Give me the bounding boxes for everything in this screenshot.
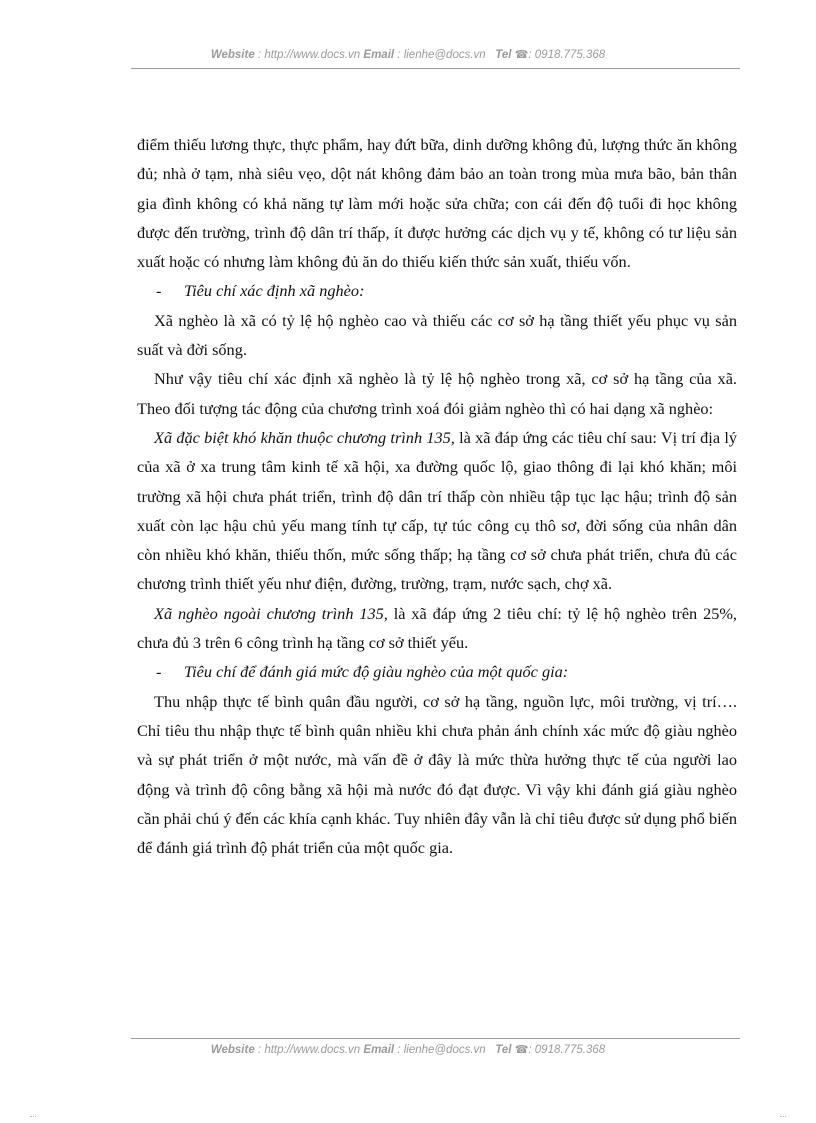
footer-divider bbox=[131, 1038, 740, 1039]
page-header bbox=[0, 48, 816, 61]
website-label: Website bbox=[210, 1044, 255, 1056]
tel-value: : 0918.775.368 bbox=[528, 1044, 606, 1056]
bullet-dash: - bbox=[156, 281, 162, 301]
page-footer bbox=[0, 1043, 816, 1056]
paragraph: điểm thiếu lương thực, thực phẩm, hay đứt bữa, dinh dưỡng không đủ, lượng thức ăn không đủ; nhà ở tạm, nhà siêu vẹo, dột nát không đảm bảo an toàn trong mùa mưa bão, bản thân gia đình không có khả năng tự làm mới hoặc sửa chữa; con cái đến độ tuổi đi học không được đến trường, trình độ dân trí thấp, ít được hưởng các dịch vụ y tế, không có tư liệu sản xuất hoặc có nhưng làm không đủ ăn do thiếu kiến thức sản xuất, thiếu vốn. bbox=[137, 135, 737, 272]
website-separator: : bbox=[254, 1044, 265, 1056]
tel-label: Tel bbox=[495, 49, 512, 61]
paragraph: Như vậy tiêu chí xác định xã nghèo là tỷ lệ hộ nghèo trong xã, cơ sở hạ tầng của xã. Theo đối tượng tác động của chương trình xoá đói giảm nghèo thì có hai dạng xã nghèo: bbox=[137, 369, 737, 418]
page-corner-mark bbox=[30, 1116, 36, 1117]
page-corner-mark bbox=[780, 1116, 786, 1117]
bullet-heading: Tiêu chí xác định xã nghèo: bbox=[184, 281, 365, 301]
website-separator: : bbox=[254, 49, 265, 61]
tel-value: : 0918.775.368 bbox=[528, 49, 606, 61]
bullet-item bbox=[137, 657, 737, 686]
paragraph-text: là xã đáp ứng các tiêu chí sau: Vị trí địa lý của xã ở xa trung tâm kinh tế xã hội, xa đường quốc lộ, giao thông đi lại khó khăn; môi trường xã hội chưa phát triển, trình độ dân trí thấp còn nhiều tập tục lạc hậu; trình độ sản xuất còn lạc hậu chủ yếu mang tính tự cấp, tự túc công cụ thô sơ, đời sống của nhân dân còn nhiều khó khăn, thiếu thốn, mức sống thấp; hạ tầng cơ sở chưa phát triển, chưa đủ các chương trình thiết yếu như điện, đường, trường, trạm, nước sạch, chợ xã. bbox=[137, 427, 737, 594]
paragraph: Xã nghèo là xã có tỷ lệ hộ nghèo cao và thiếu các cơ sở hạ tầng thiết yếu phục vụ sản suất và đời sống. bbox=[137, 310, 737, 360]
paragraph: Thu nhập thực tế bình quân đầu người, cơ sở hạ tầng, nguồn lực, môi trường, vị trí…. Chỉ tiêu thu nhập thực tế bình quân nhiều khi chưa phản ánh chính xác mức độ giàu nghèo và sự phát triển ở một nước, mà vấn đề ở đây là mức thừa hưởng thực tế của người lao động và trình độ công bằng xã hội mà nước đó đạt được. Vì vậy khi đánh giá giàu nghèo cần phải chú ý đến các khía cạnh khác. Tuy nhiên đây vẫn là chỉ tiêu được sử dụng phổ biến để đánh giá trình độ phát triển của một quốc gia. bbox=[137, 691, 738, 858]
italic-term: Xã nghèo ngoài chương trình 135, bbox=[154, 603, 388, 623]
bullet-heading: Tiêu chí để đánh giá mức độ giàu nghèo của một quốc gia: bbox=[184, 662, 569, 682]
document-body bbox=[137, 130, 737, 862]
website-url[interactable]: http://www.docs.vn bbox=[264, 49, 361, 61]
telephone-icon: ☎ bbox=[514, 1044, 529, 1056]
email-separator: : bbox=[394, 49, 404, 61]
email-label: Email bbox=[363, 49, 395, 61]
telephone-icon: ☎ bbox=[514, 49, 529, 61]
email-value[interactable]: lienhe@docs.vn bbox=[403, 1044, 486, 1056]
paragraph bbox=[137, 599, 737, 658]
website-url[interactable]: http://www.docs.vn bbox=[264, 1044, 361, 1056]
italic-term: Xã đặc biệt khó khăn thuộc chương trình 135, bbox=[154, 427, 455, 447]
paragraph bbox=[137, 423, 737, 599]
email-separator: : bbox=[394, 1044, 404, 1056]
email-value[interactable]: lienhe@docs.vn bbox=[403, 49, 486, 61]
tel-label: Tel bbox=[495, 1044, 512, 1056]
bullet-dash: - bbox=[156, 662, 162, 682]
paragraph-text: là xã đáp ứng 2 tiêu chí: tỷ lệ hộ nghèo trên 25%, chưa đủ 3 trên 6 công trình hạ tầng cơ sở thiết yếu. bbox=[137, 603, 738, 653]
website-label: Website bbox=[210, 49, 255, 61]
header-divider bbox=[131, 68, 740, 69]
bullet-item bbox=[137, 276, 737, 305]
email-label: Email bbox=[363, 1044, 395, 1056]
